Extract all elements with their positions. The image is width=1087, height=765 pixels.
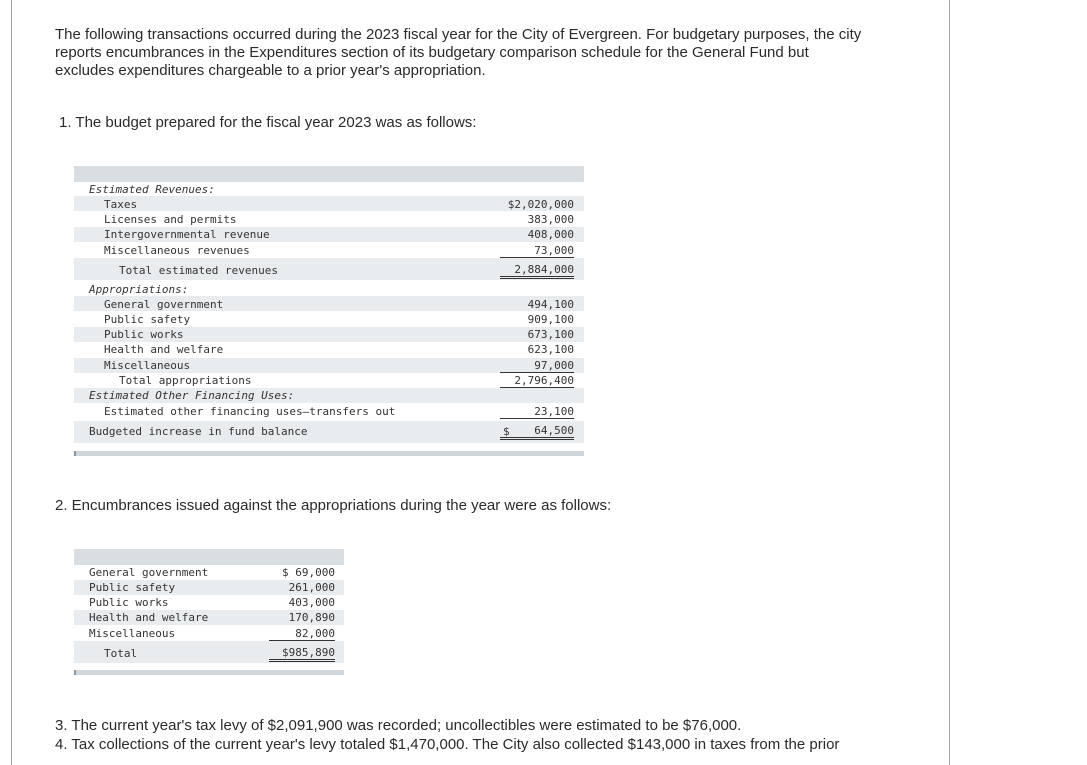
encumbrance-label: Miscellaneous xyxy=(89,627,176,640)
encumbrances-total-label: Total xyxy=(104,647,138,660)
appropriation-value: 673,100 xyxy=(527,328,574,341)
budgeted-increase-label: Budgeted increase in fund balance xyxy=(89,425,308,438)
revenue-label: Intergovernmental revenue xyxy=(104,228,270,241)
item-2-text: 2. Encumbrances issued against the appropriations during the year were as follows: xyxy=(55,497,612,514)
encumbrance-label: Public works xyxy=(89,596,169,609)
item-3-text: 3. The current year's tax levy of $2,091,900 was recorded; uncollectibles were estimated to be $76,000. xyxy=(55,717,742,734)
encumbrances-table-footer xyxy=(74,670,344,675)
revenue-label: Miscellaneous revenues xyxy=(104,244,250,257)
appropriation-value: 97,000 xyxy=(500,359,574,373)
transfers-out-label: Estimated other financing uses—transfers out xyxy=(104,405,396,418)
item-4-text: 4. Tax collections of the current year's levy totaled $1,470,000. The City also collected $143,000 in taxes from the prior xyxy=(55,736,840,753)
appropriation-label: Health and welfare xyxy=(104,343,224,356)
total-revenues-value: 2,884,000 xyxy=(500,263,574,279)
left-border xyxy=(11,0,12,765)
appropriation-label: Public safety xyxy=(104,313,191,326)
appropriations-heading: Appropriations: xyxy=(89,283,189,296)
revenue-label: Licenses and permits xyxy=(104,213,237,226)
budget-table-header xyxy=(74,166,584,182)
revenue-value: 408,000 xyxy=(527,228,574,241)
right-border xyxy=(949,0,950,765)
budget-table xyxy=(74,166,584,458)
total-revenues-label: Total estimated revenues xyxy=(119,264,278,277)
encumbrance-value: $ 69,000 xyxy=(282,566,335,579)
encumbrances-total-value: $985,890 xyxy=(269,646,335,662)
appropriation-label: General government xyxy=(104,298,224,311)
appropriation-value: 494,100 xyxy=(527,298,574,311)
other-financing-heading: Estimated Other Financing Uses: xyxy=(89,389,295,402)
encumbrance-value: 170,890 xyxy=(288,611,335,624)
intro-paragraph: The following transactions occurred during the 2023 fiscal year for the City of Evergreen. For budgetary purposes, the city reports encumbrances in the Expenditures section of its budgetary comparison schedule for the General Fund but excludes expenditures chargeable to a prior year's appropriation. xyxy=(55,26,862,79)
encumbrance-value: 82,000 xyxy=(269,627,335,641)
transfers-out-value: 23,100 xyxy=(500,405,574,419)
encumbrance-label: General government xyxy=(89,566,209,579)
revenue-value: 383,000 xyxy=(527,213,574,226)
budget-table-footer xyxy=(74,451,584,456)
encumbrance-value: 403,000 xyxy=(288,596,335,609)
encumbrance-label: Health and welfare xyxy=(89,611,209,624)
encumbrances-table xyxy=(74,549,344,679)
revenue-value: $2,020,000 xyxy=(507,198,574,211)
appropriation-value: 623,100 xyxy=(527,343,574,356)
appropriation-value: 909,100 xyxy=(527,313,574,326)
appropriation-label: Miscellaneous xyxy=(104,359,191,372)
budgeted-increase-value: 64,500 xyxy=(500,424,574,440)
item-1-text: 1. The budget prepared for the fiscal year 2023 was as follows: xyxy=(59,114,477,131)
encumbrance-value: 261,000 xyxy=(288,581,335,594)
estimated-revenues-heading: Estimated Revenues: xyxy=(89,183,215,196)
budgeted-increase-dollar: $ xyxy=(503,425,510,438)
revenue-label: Taxes xyxy=(104,198,138,211)
encumbrances-table-header xyxy=(74,549,344,565)
total-appropriations-value: 2,796,400 xyxy=(500,374,574,388)
encumbrance-label: Public safety xyxy=(89,581,176,594)
revenue-value: 73,000 xyxy=(500,244,574,258)
total-appropriations-label: Total appropriations xyxy=(119,374,252,387)
appropriation-label: Public works xyxy=(104,328,184,341)
